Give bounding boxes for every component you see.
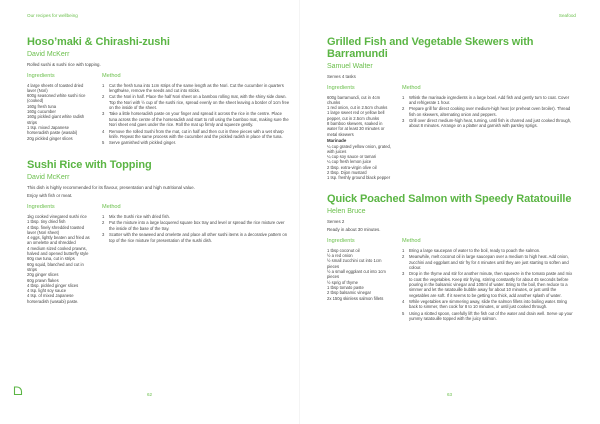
- method-heading: Method: [402, 237, 421, 244]
- ingredient-item: 2x 150g skinless salmon fillets: [327, 295, 384, 301]
- ingredients-column: [327, 85, 402, 181]
- recipe-intro: Ready in about 30 minutes.: [327, 227, 381, 233]
- method-step: [402, 95, 576, 106]
- ingredient-item: ½ sprig of thyme: [327, 279, 358, 285]
- recipe: [327, 193, 576, 323]
- method-step: [402, 271, 576, 297]
- ingredient-item: ½ a red onion: [327, 253, 353, 259]
- marinade-item: ¼ cup grated yellow onion, grated,: [327, 143, 392, 149]
- ingredient-item: 600g barramundi, cut in 4cm: [327, 94, 381, 100]
- ingredient-item: ½ small zucchini cut into 1cm: [327, 258, 382, 264]
- step-number: 2: [402, 254, 405, 260]
- method-step: [402, 311, 576, 322]
- ingredient-item: 1 red onion, cut in 2.5cm chunks: [327, 105, 388, 111]
- step-text: Serve garnished with pickled ginger.: [109, 140, 177, 146]
- ingredient-item: halved and opened butterfly style: [27, 251, 89, 257]
- step-number: 2: [102, 220, 105, 226]
- ingredient-item: chunks: [327, 99, 341, 105]
- step-text: Put the mixture into a large lacquered square box tray and level or spread the rice mixture over the inside of the base of the tray.: [109, 220, 285, 231]
- recipe-intro: Serves 2: [327, 218, 345, 224]
- step-text: Cut the Nori in half. Place the half Nori sheet on a bamboo rolling mat, with the shiny side down. Top the Nori with ½ cup of the sushi rice, spread evenly on the sheet leaving a border of 1cm free on the inside of the sheet.: [109, 94, 290, 110]
- ingredients-heading: Ingredients: [27, 203, 55, 210]
- step-text: Whisk the marinade ingredients in a large bowl. Add fish and gently turn to coat. Cover and refrigerate 1 hour.: [409, 94, 570, 105]
- ingredient-item: 160g pickled giant white radish: [27, 114, 85, 120]
- ingredient-item: metal skewers: [327, 131, 354, 137]
- recipe-author: Helen Bruce: [327, 207, 366, 215]
- recipe-title: Quick Poached Salmon with Speedy Ratatouille: [327, 192, 572, 205]
- method-step: [402, 254, 576, 270]
- ingredient-item: 4 large sheets of toasted dried: [27, 82, 84, 88]
- marinade-item: 2 tbsp. Dijon mustard: [327, 170, 367, 176]
- method-column: [102, 73, 290, 147]
- ingredient-item: ½ a small eggplant cut into 1cm: [327, 269, 386, 275]
- method-step: [102, 111, 290, 127]
- brand-logo-icon: [13, 386, 23, 396]
- recipe-columns: [327, 238, 576, 323]
- ingredients-heading: Ingredients: [327, 237, 355, 244]
- ingredient-item: 60g prawn flakes: [27, 277, 59, 283]
- method-column: [402, 238, 576, 323]
- right-recipes: [327, 36, 576, 323]
- method-column: [102, 204, 290, 304]
- step-number: 2: [402, 106, 405, 112]
- ingredients-heading: Ingredients: [327, 84, 355, 91]
- step-text: Mix the Sushi rice with dried fish.: [109, 213, 170, 219]
- ingredient-item: 60g squid, blanched and cut in: [27, 261, 84, 267]
- method-heading: Method: [402, 84, 421, 91]
- ingredient-item: 8 bamboo skewers, soaked in: [327, 121, 383, 127]
- ingredient-item: 160g fresh tuna: [27, 103, 57, 109]
- ingredient-item: strips: [27, 266, 38, 272]
- step-number: 1: [402, 94, 405, 100]
- recipe-title: Hoso’maki & Chirashi-zushi: [27, 36, 170, 48]
- method-step: [102, 94, 290, 110]
- step-number: 3: [402, 271, 405, 277]
- ingredient-item: 1 tbsp coconut oil: [327, 247, 360, 253]
- ingredient-item: laver (Nori): [27, 87, 48, 93]
- page-number-left: 62: [147, 392, 153, 397]
- recipe: [27, 36, 290, 147]
- method-step: [102, 140, 290, 145]
- recipe-intro: This dish is highly recommended for its flavour, presentation and high nutritional value.: [27, 184, 195, 190]
- ingredient-item: 60g raw tuna, cut in strips: [27, 256, 75, 262]
- step-number: 3: [102, 232, 105, 238]
- step-text: Grill over direct medium-high heat, turning, until fish is charred and just cooked through, about 8 minutes. Arrange on a platter and garnish with parsley sprigs.: [409, 118, 572, 129]
- step-text: Using a slotted spoon, carefully lift the fish out of the water and drain well. Serve up your yummy ratatouille topped with the juicy salmon.: [409, 310, 573, 322]
- step-number: 1: [402, 247, 405, 253]
- step-number: 4: [102, 128, 105, 134]
- ingredient-item: 1 tsp. mixed Japanese: [27, 124, 69, 130]
- ingredient-item: horseradish (wasabi) paste.: [27, 298, 79, 304]
- marinade-item: with juices: [327, 148, 347, 154]
- ingredient-item: pieces: [327, 263, 340, 269]
- ingredient-item: 4 tbsp. pickled ginger slices: [27, 282, 79, 288]
- running-head-left: Our recipes for wellbeing: [27, 13, 78, 18]
- ingredient-item: 2 tbsp balsamic vinegar: [327, 290, 371, 296]
- recipe-title: Sushi Rice with Topping: [27, 158, 152, 171]
- ingredients-column: [27, 204, 102, 304]
- step-text: While vegetables are simmering away, slide the salmon fillets into boiling water. Bring back to simmer, then cook for 8 to 10 minutes, or until just cooked through.: [409, 299, 567, 310]
- ingredient-item: strips: [27, 119, 38, 125]
- ingredient-item: 160g cucumber: [27, 109, 56, 115]
- page-number-right: 63: [447, 392, 453, 397]
- ingredients-heading: Ingredients: [27, 72, 55, 79]
- ingredient-item: 20g pickled ginger slices: [27, 135, 73, 141]
- method-step: [102, 129, 290, 140]
- recipe-columns: [27, 73, 290, 147]
- step-number: 1: [102, 82, 105, 88]
- running-head-right: Seafood: [558, 13, 576, 18]
- method-heading: Method: [102, 203, 121, 210]
- step-text: Meanwhile, melt coconut oil in large saucepan over a medium to high heat. Add onion, zucchini and eggplant and stir fry for 4 minutes until they are just starting to soften and colour.: [409, 254, 569, 270]
- step-number: 3: [102, 111, 105, 117]
- marinade-heading: Marinade: [327, 137, 347, 143]
- method-step: [402, 299, 576, 310]
- method-step: [102, 214, 290, 219]
- recipe: [27, 159, 290, 304]
- method-step: [402, 248, 576, 253]
- ingredient-item: 4 eggs, lightly beaten and fried as: [27, 235, 90, 241]
- recipe-author: David McKerr: [27, 51, 70, 58]
- ingredient-item: 4 medium sized cooked prawns,: [27, 245, 87, 251]
- method-step: [102, 220, 290, 231]
- step-number: 1: [102, 213, 105, 219]
- right-page: [300, 0, 600, 424]
- method-step: [102, 83, 290, 94]
- ingredients-column: [327, 238, 402, 323]
- ingredient-item: 1 tbsp tomato paste: [327, 284, 364, 290]
- marinade-item: ¼ cup soy sauce or tamari: [327, 154, 377, 160]
- ingredient-item: laver (Nori sheet): [27, 229, 60, 235]
- recipe-columns: [27, 204, 290, 304]
- ingredient-item: water for at least 30 minutes or: [327, 126, 385, 132]
- ingredient-item: 600g seasoned white sushi rice: [27, 93, 86, 99]
- recipe-intro: Enjoy with fish or meat.: [27, 193, 73, 199]
- recipe-author: Samuel Walter: [327, 63, 373, 70]
- step-text: Cut the fresh tuna into 1cm strips of the same length as the Nori. Cut the cucumber in quarters lengthwise, remove the seeds and cut into sticks.: [109, 82, 284, 93]
- step-text: Drop in the thyme and stir for another minute, then squeeze in the tomato paste and mix to coat the vegetables. Keep stir frying, stirring constantly for about 45 seconds before pouring in the balsamic vinegar and 100ml of water. Bring to the boil, then reduce to a simmer and let the ratatouille bubble away for about 10 minutes, or just until the vegetables are soft. If it seems to be getting too thick, add another splash of water.: [409, 271, 573, 298]
- method-column: [402, 85, 576, 181]
- step-number: 5: [402, 310, 405, 316]
- ingredient-item: 4 tsp. of mixed Japanese: [27, 293, 74, 299]
- ingredient-item: 1 tbsp. tiny dried fish: [27, 219, 66, 225]
- step-number: 4: [402, 299, 405, 305]
- ingredient-item: pepper, cut in 2.5cm chunks: [327, 115, 380, 121]
- marinade-item: 2 tbsp. extra-virgin olive oil: [327, 164, 377, 170]
- ingredients-column: [27, 73, 102, 147]
- ingredient-item: horseradish paste (wasabi): [27, 130, 78, 136]
- method-step: [402, 118, 576, 129]
- ingredient-item: (cooked): [27, 98, 44, 104]
- method-step: [102, 232, 290, 243]
- recipe-intro: Serves 4 tasks: [327, 74, 356, 79]
- ingredient-item: 1 large sweet red or yellow bell: [327, 110, 385, 116]
- recipe-author: David McKerr: [27, 173, 70, 181]
- step-number: 2: [102, 94, 105, 100]
- method-heading: Method: [102, 72, 121, 79]
- step-number: 5: [102, 140, 105, 146]
- marinade-item: 1 tsp. freshly ground black pepper: [327, 175, 391, 181]
- ingredient-item: 4 tsp. light soy sauce: [27, 288, 67, 294]
- step-text: Remove the rolled Sushi from the mat, cut in half and then cut in three pieces with a wet sharp knife. Repeat the same process with the cucumber and the pickled radish in place of the tuna.: [109, 128, 284, 139]
- method-step: [402, 106, 576, 117]
- ingredient-item: an omelette and shredded: [27, 240, 76, 246]
- step-number: 3: [402, 118, 405, 124]
- ingredient-item: 20g ginger slices: [27, 272, 59, 278]
- ingredient-item: 4 tbsp. finely shredded toasted: [27, 224, 85, 230]
- ingredient-item: 1kg cooked vinegared sushi rice: [27, 213, 87, 219]
- step-text: Prepare grill for direct cooking over medium-high heat (or preheat oven broiler). Thread fish on skewers, alternating onion and peppers.: [409, 106, 571, 117]
- recipe: [327, 36, 576, 181]
- marinade-item: ¼ cup fresh lemon juice: [327, 159, 372, 165]
- ingredient-item: pieces: [327, 274, 340, 280]
- recipe-intro: Rolled sushi & sushi rice with topping.: [27, 62, 101, 67]
- step-text: Take a little horseradish paste on your finger and spread it across the rice in the centre. Place tuna across the centre of the horseradish and start to roll using the bamboo mat, making sure the Nori sheet end goes under the rice. Roll the mat up firmly and squeeze gently.: [109, 111, 289, 128]
- step-text: Scatter with the seaweed and omelette and place all other sushi items in a decorative pattern on top of the rice mixture for presentation of the sushi dish.: [109, 232, 288, 243]
- recipe-columns: [327, 85, 576, 181]
- left-recipes: [27, 36, 290, 304]
- recipe-title: Grilled Fish and Vegetable Skewers with Barramundi: [327, 36, 534, 60]
- step-text: Bring a large saucepan of water to the boil, ready to poach the salmon.: [409, 247, 541, 253]
